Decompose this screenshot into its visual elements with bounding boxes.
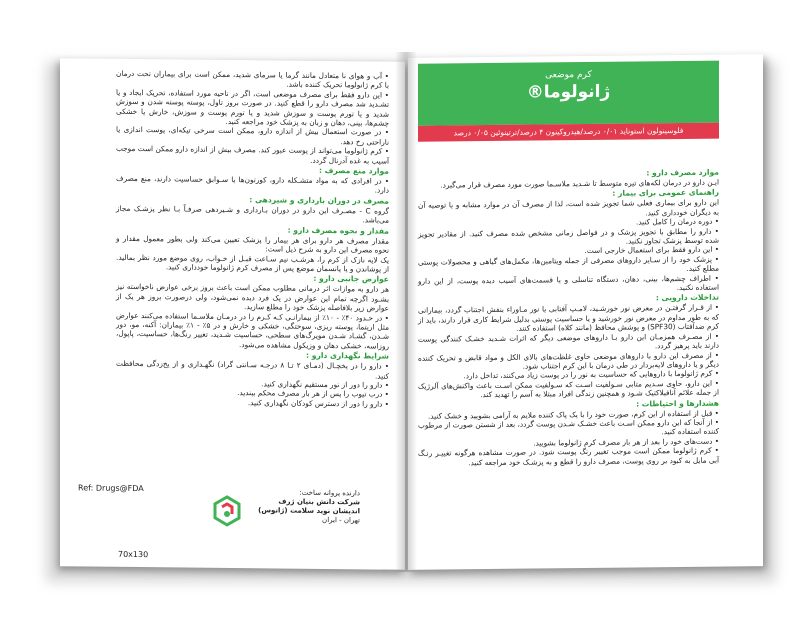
paragraph: مقدار مصرف هر دارو برای هر بیمار را پزشک تعیین می‌کند ولی بطور معمول مقدار و نحوه مصرف این دارو به شرح ذیل است: bbox=[116, 233, 389, 255]
paragraph: • دوره درمان را کامل کنید. bbox=[636, 216, 719, 227]
section-heading: عوارض جانبی دارو : bbox=[313, 274, 389, 284]
paragraph: • در افرادی که به مواد متشـکله دارو، کورتون‌ها یا سـوابق حساسیت دارند، منع مصرف دارد. bbox=[116, 173, 389, 196]
paragraph: گروه C - مصـرف این دارو در دوران بـارداری و شـیردهی صرفـاً بـا نظر پزشـک مجاز می‌باشد. bbox=[116, 203, 389, 225]
product-form: کرم موضعی bbox=[545, 69, 592, 81]
paragraph: • کرم ژانولوما می‌تواند از پوست عبور کند. مصرف بیش از اندازه دارو ممکن است موجب آسیب به غده آدرنال گردد. bbox=[116, 144, 389, 166]
paragraph: یک لایه نازک از کرم را، هرشـب نیم سـاعت قبـل از خـواب، روی موضع مورد نظر بمالید. از پوشاندن و یا پانسمان موضع پس از مصرف کرم ژانولوما خودداری کنید. bbox=[116, 252, 389, 274]
left-page bbox=[60, 58, 405, 570]
reference: Ref: Drugs@FDA bbox=[78, 483, 144, 494]
section-heading: راهنمای عمومی برای بیمار : bbox=[612, 188, 719, 199]
leaflet-spread bbox=[40, 52, 770, 572]
section-heading: موارد مصرف دارو : bbox=[646, 167, 719, 178]
manufacturer-name: شرکت دانش بنیان ژرف اندیشان نوید سلامت (ژانوس) bbox=[258, 497, 360, 516]
paragraph: • پزشک خود را از سـایر داروهای مصرفی از جمله ویتامین‌ها، مکمل‌های گیاهی و محصولات پوستی مطلع کنید. bbox=[418, 254, 719, 274]
manufacturer-city: تهران - ایران bbox=[322, 515, 360, 525]
paragraph: • کرم ژانولوما ممکن است موجب تغییر رنگ پوست شود. در صورت مشاهده هرگونه تغییـر رنـگ آبی مایل به کبود بر روی پوست، مصرف دارو را قطع و به پزشـک خود مراجعه کنید. bbox=[418, 445, 719, 467]
manufacturer-block bbox=[250, 488, 360, 525]
paragraph: • دارو را دور از نور مستقیم نگهداری کنید. bbox=[261, 379, 389, 390]
section-heading: موارد منع مصرف : bbox=[318, 165, 389, 176]
paragraph: • در صورت استعمال بیش از اندازه دارو، ممکن است سرخی تیکه‌ای، پوست اندازی یا ناراحتی رخ دهد. bbox=[116, 125, 389, 147]
paragraph: • درب تیوب را پس از هر بار مصرف محکم ببندید. bbox=[237, 388, 389, 400]
paragraph: هر دارو به موازات اثر درمانی مطلوب ممکن است باعث بروز برخی عوارض ناخواسته نیز بشـود اگرچه تمام این عوارض در یک فرد دیده نمی‌شود، ولی درصورت بروز هر یک از عوارض زیر بلافاصله پزشک خود را مطلع سازید. bbox=[116, 282, 389, 313]
paragraph: • قبل از استفاده از این کرم، صورت خود را با یک پاک کننده ملایم به آرامی بشویید و خشک کنید. bbox=[427, 408, 719, 421]
ingredients-bar: فلوسینولون استوناید ۰/۰۱ درصد/هیدروکینون ۴ درصد/ترتینوئین ۰/۰۵ درصد bbox=[418, 123, 719, 142]
paragraph: • آب و هوای نا متعادل مانند گرما یا سرمای شدید، ممکن است برای بیماران تحت درمان با کرم ژانولوما تحریک کننده باشد. bbox=[116, 68, 389, 91]
right-page bbox=[408, 54, 763, 570]
manufacturer-label: دارنده پروانه ساخت: bbox=[299, 488, 360, 498]
section-heading: مقدار و نحوه مصرف دارو : bbox=[287, 225, 389, 236]
paragraph: ایـن دارو در درمان لکه‌های تیره متوسط تا شـدید ملاسـما صورت مورد مصرف قرار می‌گیرد. bbox=[440, 177, 719, 190]
paragraph: این دارو برای بیماری فعلی شما تجویز شده است، لذا از مصرف آن در موارد مشابه و یا توصیه آن به دیگران خودداری کنید. bbox=[418, 198, 719, 218]
section-heading: هشدارها و احتیاطات : bbox=[636, 398, 719, 409]
paragraph: • این دارو، حاوی سـدیم متابی سـولفیت اسـت که سـولفیت ممکن اسـت باعث واکنش‌های آلرژیک از جمله علائم آنافیلاکتیک شـود و همچنین زندگی افراد مبتلا به آسم را تهدید کند. bbox=[418, 378, 719, 400]
right-page-text bbox=[418, 167, 719, 468]
product-title: ژانولوما® bbox=[526, 81, 611, 103]
paragraph: • این دارو فقط برای استعمال خارجی است. bbox=[584, 245, 719, 256]
paragraph: • از مصـرف همزمـان این دارو بـا داروهای موضعی دیگر که اثرات شـدید خشـک کنندگی پوست دارند باید پرهیز گردد. bbox=[418, 331, 719, 351]
paragraph: • اطراف چشم‌ها، بینی، دهان، دستگاه تناسلی و یا قسمت‌های آسیب دیده پوست، از این دارو استفاده نکنید. bbox=[418, 273, 719, 293]
product-header bbox=[418, 61, 719, 126]
page-gutter bbox=[395, 52, 417, 572]
section-heading: مصرف در دوران بارداری و شیردهی : bbox=[249, 195, 389, 206]
paragraph: • دارو را دور از دسترس کودکان نگهداری کنید. bbox=[247, 397, 389, 409]
company-logo-icon bbox=[210, 494, 244, 528]
paragraph: • از قـرار گرفتـن در معرض نور خورشـید، لامـپ آفتابی یا نور مـاوراء بنفش اجتناب گردد، بیمارانی که به طور مداوم در معرض نور خورشید و یا حساسیت پوستی بدلیل شرایط کاری قرار دارند، باید از کرم ضدآفتاب (SPF30) و پوشش محافظ (مانند کلاه) استفاده کنند. bbox=[418, 303, 719, 334]
section-heading: تداخلات دارویی : bbox=[655, 293, 719, 303]
paragraph: • از آنجا که این دارو ممکن اسـت باعث خشـک شـدن پوست گردد، بعد از شستن صورت از مرطوب کننده استفاده کنید. bbox=[417, 417, 719, 437]
paragraph: • دست‌های خود را بعد از هر بار مصرف کرم ژانولوما بشویید. bbox=[533, 436, 719, 448]
paragraph: • کرم ژانولوما با داروهایی که حساسیت به نور را در پوست زیاد می‌کنند، تداخل دارد. bbox=[463, 368, 719, 381]
section-heading: شرایط نگهداری دارو : bbox=[306, 350, 389, 361]
leaflet-size: 70x130 bbox=[118, 549, 149, 560]
paragraph: • این دارو فقط برای مصرف موضعی است، اگر در ناحیه مورد استفاده، تحریک ایجاد و یا تشـدید شد مصرف دارو را قطع کنید. در صورت بروز تاول، پوسته پوسته شدن و سوزش شدید و یا تورم پوست و سوزش شدید و یا تورم پوست و سوزش، خارش یا خشکی چشم‌ها، بینی، دهان و زبان به پزشک خود مراجعه کنید. bbox=[116, 87, 389, 128]
paragraph: • از مصرف این دارو با داروهای موضعی حاوی غلظت‌های بالای الکل و مواد قابض و تحریک کننده دیگر و یا داروهای لایه‌بردار در طی درمان با این کرم اجتناب شود. bbox=[418, 350, 719, 371]
paragraph: • در حـدود ۴۰٪ - ۱۰٪ از بیمارانـی کـه کـرم را در درمـان ملاسـما استفاده می‌کنند عوارض مثل اریتما، پوسته ریزی، سوختگی، خشکی و خارش و در ۵٪ - ۱٪ بیماران: آکنه، مو، دور شـدن، گشـاد شـدن مویرگ‌های سطحی، حساسیت شـدید، تغییر رنگ‌ها، حساسیت، پاپول، روزاسه، خشکی دهان و وزیکول مشاهده می‌شود. bbox=[116, 310, 389, 351]
paragraph: • دارو را در یخچـال (دمـای ۲ تـا ۸ درجـه سـانتی گراد) نگهـداری و از یخ‌زدگی محافظت کنید. bbox=[116, 358, 390, 381]
left-page-text bbox=[116, 69, 389, 409]
paragraph: • دارو را مطابق با تجویز پزشک و در فواصل زمانی مشخص شده مصرف کنید. از مقادیر تجویز شده توسط پزشک تجاوز نکنید. bbox=[418, 226, 719, 246]
